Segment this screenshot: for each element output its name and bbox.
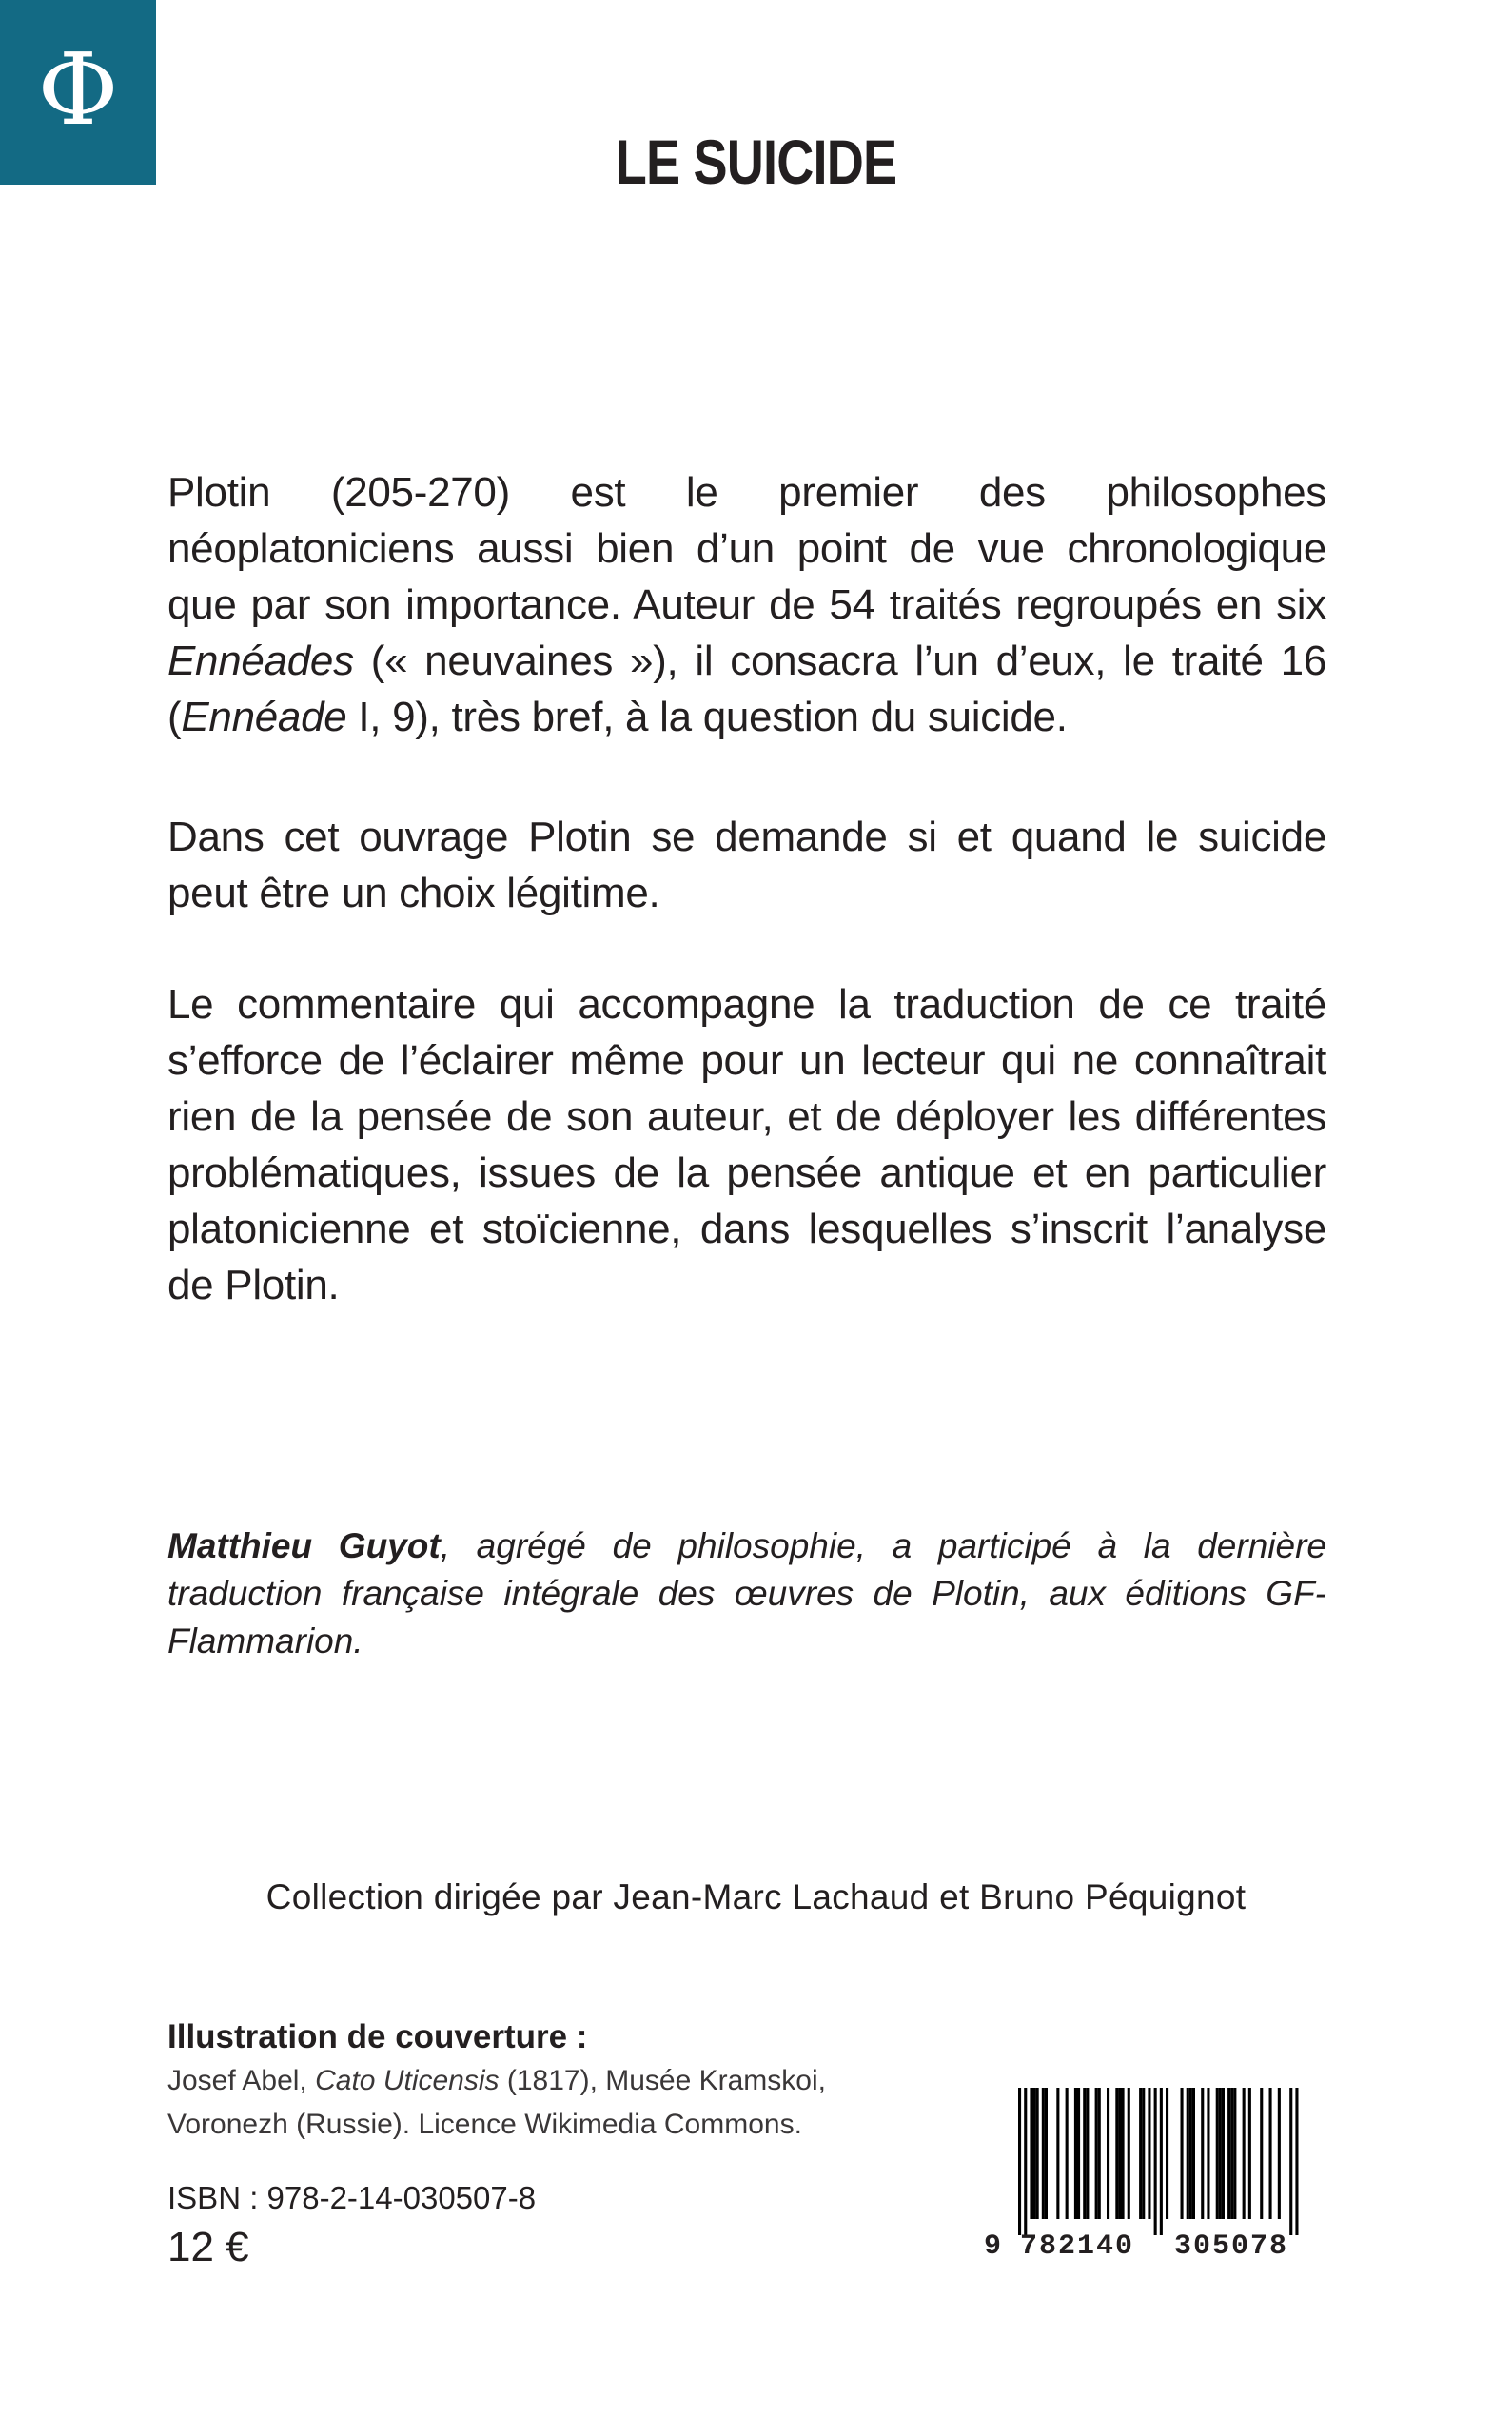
phi-logo-icon: Φ [37,31,119,147]
barcode-bar [1187,2088,1189,2219]
barcode-bar [1056,2088,1059,2219]
collection-credit: Collection dirigée par Jean-Marc Lachaud et Bruno Péquignot [265,1877,1247,1916]
p3-text: Le commentaire qui accompagne la traduction de ce traité s’efforce de l’éclairer même pour un lecteur qui ne connaîtrait rien de la pensée de son auteur, et de déployer les différentes problématiques, issues de la pensée antique et en particulier platonicienne et stoïcienne, dans lesquelles s’inscrit l’analyse de Plotin. [167,981,1326,1308]
barcode-bar [1160,2088,1163,2235]
barcode-bar [1289,2088,1292,2235]
illustration-artist: Josef Abel, [167,2065,316,2096]
barcode-bar [1230,2088,1233,2219]
barcode-bar [1233,2088,1236,2219]
p2-text: Dans cet ouvrage Plotin se demande si et quand le suicide peut être un choix légitime. [167,814,1326,916]
p1-text-post: I, 9), très bref, à la question du suicide. [346,694,1068,740]
illustration-work-title: Cato Uticensis [315,2065,500,2096]
description-paragraph-1 [167,464,1326,745]
p1-em-enneade: Ennéade [181,694,347,740]
p1-text-mid: (« neuvaines »), il consacra l’un d’eux, le traité 16 ( [167,638,1326,740]
barcode-bar [1098,2088,1101,2219]
barcode-bars-icon [984,2088,1326,2235]
p1-text-pre: Plotin (205-270) est le premier des philosophes néoplatoniciens aussi bien d’un point de vue chronologique que par son importance. Auteur de 54 traités regroupés en six [167,469,1326,628]
barcode-bar [1128,2088,1130,2219]
publisher-logo [0,0,156,185]
barcode-right-group: 305078 [1174,2230,1289,2263]
barcode-bar [1142,2088,1145,2219]
barcode-bar [1260,2088,1263,2219]
barcode-bar [1083,2088,1086,2219]
p1-em-enneades: Ennéades [167,638,354,684]
barcode-digits [984,2230,1326,2270]
description-paragraph-3 [167,976,1326,1313]
barcode-bar [1243,2088,1246,2219]
barcode-bar [1189,2088,1192,2219]
price: 12 € [167,2224,249,2270]
barcode-bar [1107,2088,1109,2219]
author-bio-text: , agrégé de philosophie, a participé à la dernière traduction française intégrale des œuvres de Plotin, aux éditions GF-Flammarion. [167,1526,1326,1660]
illustration-heading: Illustration de couverture : [167,2018,588,2055]
barcode-bar [1074,2088,1077,2219]
barcode-bar [1042,2088,1045,2219]
barcode-bar [1192,2088,1195,2219]
barcode-bar [1018,2088,1021,2235]
barcode-bar [1045,2088,1048,2219]
barcode-bar [1095,2088,1098,2219]
barcode-bar [1122,2088,1125,2219]
barcode-bar [1148,2088,1150,2219]
barcode-bar [1248,2088,1251,2219]
barcode-bar [1077,2088,1080,2219]
barcode-bar [1154,2088,1157,2235]
barcode-bar [1030,2088,1032,2219]
illustration-line-1 [167,2065,826,2097]
barcode-prefix-digit: 9 [984,2230,1004,2263]
barcode-bar [1024,2088,1027,2235]
description-paragraph-2 [167,809,1326,921]
barcode-bar [1181,2088,1184,2219]
book-title: LE SUICIDE [615,127,897,197]
barcode-bar [1222,2088,1225,2219]
barcode-bar [1295,2088,1298,2235]
barcode-bar [1207,2088,1209,2219]
barcode-bar [1278,2088,1281,2219]
illustration-line-2: Voronezh (Russie). Licence Wikimedia Commons. [167,2109,802,2140]
barcode-bar [1166,2088,1168,2219]
barcode-bar [1216,2088,1219,2219]
author-bio [167,1522,1326,1665]
barcode-bar [1086,2088,1089,2219]
barcode-bar [1269,2088,1272,2219]
barcode-bar [1219,2088,1222,2219]
barcode-bar [1201,2088,1204,2219]
barcode-bar [1118,2088,1121,2219]
isbn: ISBN : 978-2-14-030507-8 [167,2180,537,2215]
barcode-bar [1115,2088,1118,2219]
barcode-left-group: 782140 [1020,2230,1135,2263]
barcode-bar [1033,2088,1036,2219]
barcode-bar [1036,2088,1039,2219]
barcode-bar [1066,2088,1069,2219]
barcode-bar [1139,2088,1142,2219]
author-name: Matthieu Guyot [167,1526,441,1565]
illustration-details: (1817), Musée Kramskoi, [499,2065,826,2096]
barcode-bar [1227,2088,1230,2219]
